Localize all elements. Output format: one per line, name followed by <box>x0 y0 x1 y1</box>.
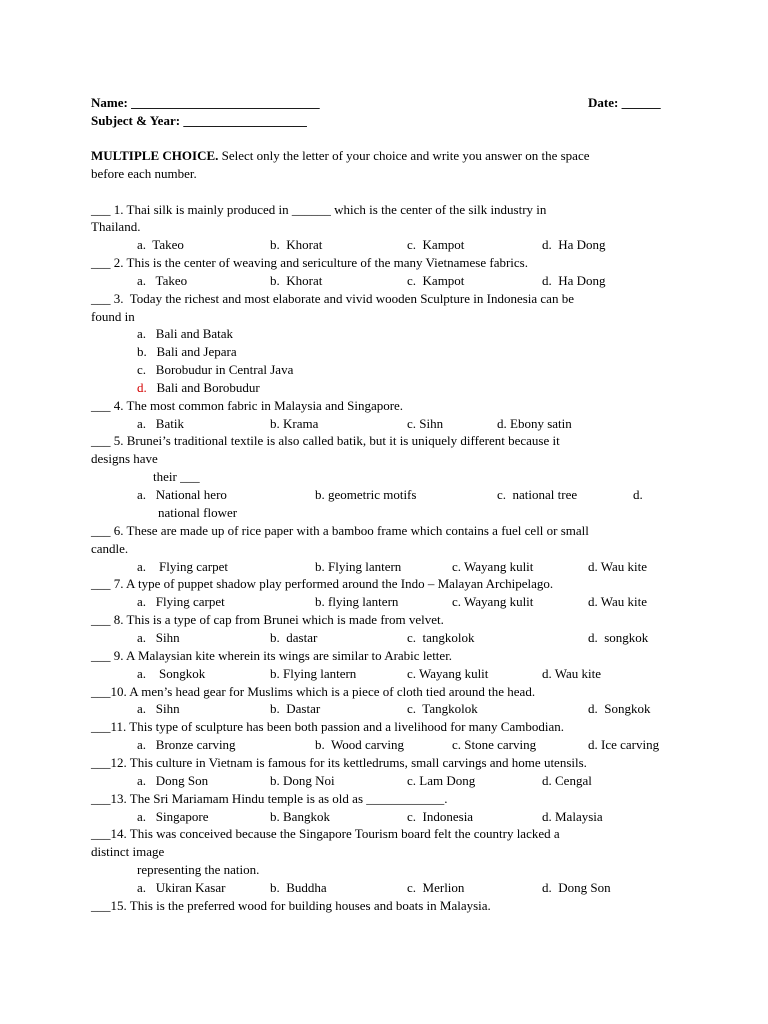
question-stem <box>91 719 564 735</box>
question-stem <box>91 791 448 807</box>
choice-d: d. Dong Son <box>542 880 611 895</box>
choice-c: c. Borobudur in Central Java <box>137 362 294 377</box>
question-number: 5. <box>113 433 124 448</box>
subject-year-field <box>91 113 307 129</box>
question-text: These are made up of rice paper with a bamboo frame which contains a fuel cell or small <box>126 523 589 538</box>
choice-a: a. Ukiran Kasar <box>137 880 226 895</box>
question-continuation: found in <box>91 309 135 324</box>
choice-c: c. Kampot <box>407 237 465 252</box>
answer-blank[interactable]: ___ <box>91 719 111 734</box>
question-text: This is the center of weaving and sericulture of the many Vietnamese fabrics. <box>126 255 528 270</box>
choice-c: c. Wayang kulit <box>407 666 489 681</box>
question-text: This is the preferred wood for building houses and boats in Malaysia. <box>129 898 491 913</box>
date-label: Date: <box>588 95 619 110</box>
choice-c: c. Indonesia <box>407 809 474 824</box>
choice-a: a. Bronze carving <box>137 737 236 752</box>
choice-d-text: national flower <box>158 505 238 520</box>
question-stem <box>91 202 546 218</box>
choice-d: d. Bali and Borobudur <box>137 380 260 395</box>
question-stem <box>91 576 553 592</box>
choice-a: a. Songkok <box>137 666 206 681</box>
question-stem <box>91 433 560 449</box>
choice-d: d. Wau kite <box>588 559 648 574</box>
question-text: A type of puppet shadow play performed around the Indo – Malayan Archipelago. <box>126 576 554 591</box>
question-text: The Sri Mariamam Hindu temple is as old as ____________. <box>129 791 448 806</box>
name-blank[interactable]: _____________________________ <box>131 95 320 110</box>
choice-d: d. Ebony satin <box>497 416 572 431</box>
choice-d: d. Ha Dong <box>542 273 606 288</box>
question-text: This type of sculpture has been both passion and a livelihood for many Cambodian. <box>129 719 564 734</box>
choice-a: a. Sihn <box>137 701 180 716</box>
question-continuation: Thailand. <box>91 219 141 234</box>
name-field <box>91 95 320 111</box>
answer-blank[interactable]: ___ <box>91 684 111 699</box>
question-stem <box>91 755 587 771</box>
choice-c: c. Tangkolok <box>407 701 478 716</box>
question-number: 8. <box>113 612 124 627</box>
choice-a: a. Flying carpet <box>137 594 225 609</box>
question-stem <box>91 398 403 414</box>
question-text: A men’s head gear for Muslims which is a piece of cloth tied around the head. <box>129 684 536 699</box>
question-stem <box>91 684 535 700</box>
choice-b: b. Bali and Jepara <box>137 344 237 359</box>
question-continuation: representing the nation. <box>137 862 260 877</box>
question-continuation: their ___ <box>153 469 200 484</box>
choice-d: d. Wau kite <box>588 594 648 609</box>
question-number: 12. <box>110 755 127 770</box>
question-number: 15. <box>110 898 127 913</box>
question-number: 7. <box>113 576 124 591</box>
subject-blank[interactable]: ___________________ <box>183 113 307 128</box>
answer-blank[interactable]: ___ <box>91 398 111 413</box>
choice-c: c. national tree <box>497 487 578 502</box>
choice-a: a. Sihn <box>137 630 180 645</box>
question-continuation: designs have <box>91 451 158 466</box>
date-field <box>588 95 661 111</box>
choice-b: b. Flying lantern <box>315 559 402 574</box>
choice-d: d. Wau kite <box>542 666 602 681</box>
question-number: 3. <box>113 291 124 306</box>
question-text: Brunei’s traditional textile is also called batik, but it is uniquely different because it <box>126 433 560 448</box>
question-number: 11. <box>110 719 127 734</box>
choice-a: a. Singapore <box>137 809 209 824</box>
answer-blank[interactable]: ___ <box>91 755 111 770</box>
answer-blank[interactable]: ___ <box>91 826 111 841</box>
choice-b: b. dastar <box>270 630 318 645</box>
choice-a: a. Bali and Batak <box>137 326 234 341</box>
answer-blank[interactable]: ___ <box>91 433 111 448</box>
choice-b: b. Khorat <box>270 237 323 252</box>
choice-a: a. Takeo <box>137 237 184 252</box>
choice-c: c. Wayang kulit <box>452 594 534 609</box>
name-label: Name: <box>91 95 128 110</box>
choice-b: b. geometric motifs <box>315 487 417 502</box>
question-stem <box>91 826 560 842</box>
instructions-line-1 <box>91 148 589 164</box>
choice-a: a. Dong Son <box>137 773 209 788</box>
answer-blank[interactable]: ___ <box>91 791 111 806</box>
question-stem <box>91 523 589 539</box>
choice-d-letter: d. <box>633 487 643 502</box>
question-stem <box>91 898 491 914</box>
question-continuation: candle. <box>91 541 129 556</box>
answer-blank[interactable]: ___ <box>91 612 111 627</box>
choice-d: d. Malaysia <box>542 809 603 824</box>
choice-b: b. Krama <box>270 416 319 431</box>
choice-b: b. flying lantern <box>315 594 399 609</box>
question-number: 6. <box>113 523 124 538</box>
question-number: 14. <box>110 826 127 841</box>
question-stem <box>91 291 574 307</box>
answer-blank[interactable]: ___ <box>91 523 111 538</box>
choice-a: a. National hero <box>137 487 227 502</box>
subject-label: Subject & Year: <box>91 113 181 128</box>
choice-d: d. Cengal <box>542 773 592 788</box>
question-text: The most common fabric in Malaysia and Singapore. <box>126 398 404 413</box>
question-stem <box>91 255 528 271</box>
choice-b: b. Bangkok <box>270 809 330 824</box>
instructions-line-2: before each number. <box>91 166 197 181</box>
answer-blank[interactable]: ___ <box>91 576 111 591</box>
choice-a: a. Takeo <box>137 273 188 288</box>
question-number: 4. <box>113 398 124 413</box>
choice-c: c. Lam Dong <box>407 773 476 788</box>
choice-c: c. Sihn <box>407 416 444 431</box>
question-text: This culture in Vietnam is famous for its kettledrums, small carvings and home utensils. <box>129 755 587 770</box>
choice-c: c. tangkolok <box>407 630 475 645</box>
answer-blank[interactable]: ___ <box>91 255 111 270</box>
question-text: This is a type of cap from Brunei which is made from velvet. <box>126 612 444 627</box>
question-text: Thai silk is mainly produced in ______ which is the center of the silk industry in <box>126 202 547 217</box>
question-continuation: distinct image <box>91 844 165 859</box>
instructions-text: Select only the letter of your choice and write you answer on the space <box>218 148 590 163</box>
choice-d: d. Songkok <box>588 701 651 716</box>
date-blank[interactable]: ______ <box>621 95 661 110</box>
choice-d: d. songkok <box>588 630 649 645</box>
question-text: This was conceived because the Singapore Tourism board felt the country lacked a <box>129 826 560 841</box>
answer-blank[interactable]: ___ <box>91 898 111 913</box>
question-number: 9. <box>113 648 124 663</box>
choice-c: c. Wayang kulit <box>452 559 534 574</box>
answer-blank[interactable]: ___ <box>91 648 111 663</box>
question-number: 13. <box>110 791 127 806</box>
answer-blank[interactable]: ___ <box>91 291 111 306</box>
choice-b: b. Flying lantern <box>270 666 357 681</box>
instructions-title: MULTIPLE CHOICE. <box>91 148 219 163</box>
choice-b: b. Buddha <box>270 880 327 895</box>
question-text: Today the richest and most elaborate and vivid wooden Sculpture in Indonesia can be <box>129 291 574 306</box>
choice-b: b. Dong Noi <box>270 773 335 788</box>
question-number: 10. <box>110 684 127 699</box>
question-number: 2. <box>113 255 124 270</box>
choice-a: a. Flying carpet <box>137 559 228 574</box>
answer-blank[interactable]: ___ <box>91 202 111 217</box>
choice-b: b. Khorat <box>270 273 323 288</box>
question-stem <box>91 648 452 664</box>
question-stem <box>91 612 444 628</box>
choice-c: c. Stone carving <box>452 737 537 752</box>
choice-c: c. Kampot <box>407 273 465 288</box>
choice-a: a. Batik <box>137 416 184 431</box>
choice-letter-marked: d. <box>137 380 147 395</box>
choice-c: c. Merlion <box>407 880 465 895</box>
question-number: 1. <box>113 202 124 217</box>
choice-b: b. Wood carving <box>315 737 404 752</box>
choice-d: d. Ha Dong <box>542 237 606 252</box>
question-text: A Malaysian kite wherein its wings are similar to Arabic letter. <box>126 648 453 663</box>
choice-d: d. Ice carving <box>588 737 660 752</box>
choice-b: b. Dastar <box>270 701 321 716</box>
